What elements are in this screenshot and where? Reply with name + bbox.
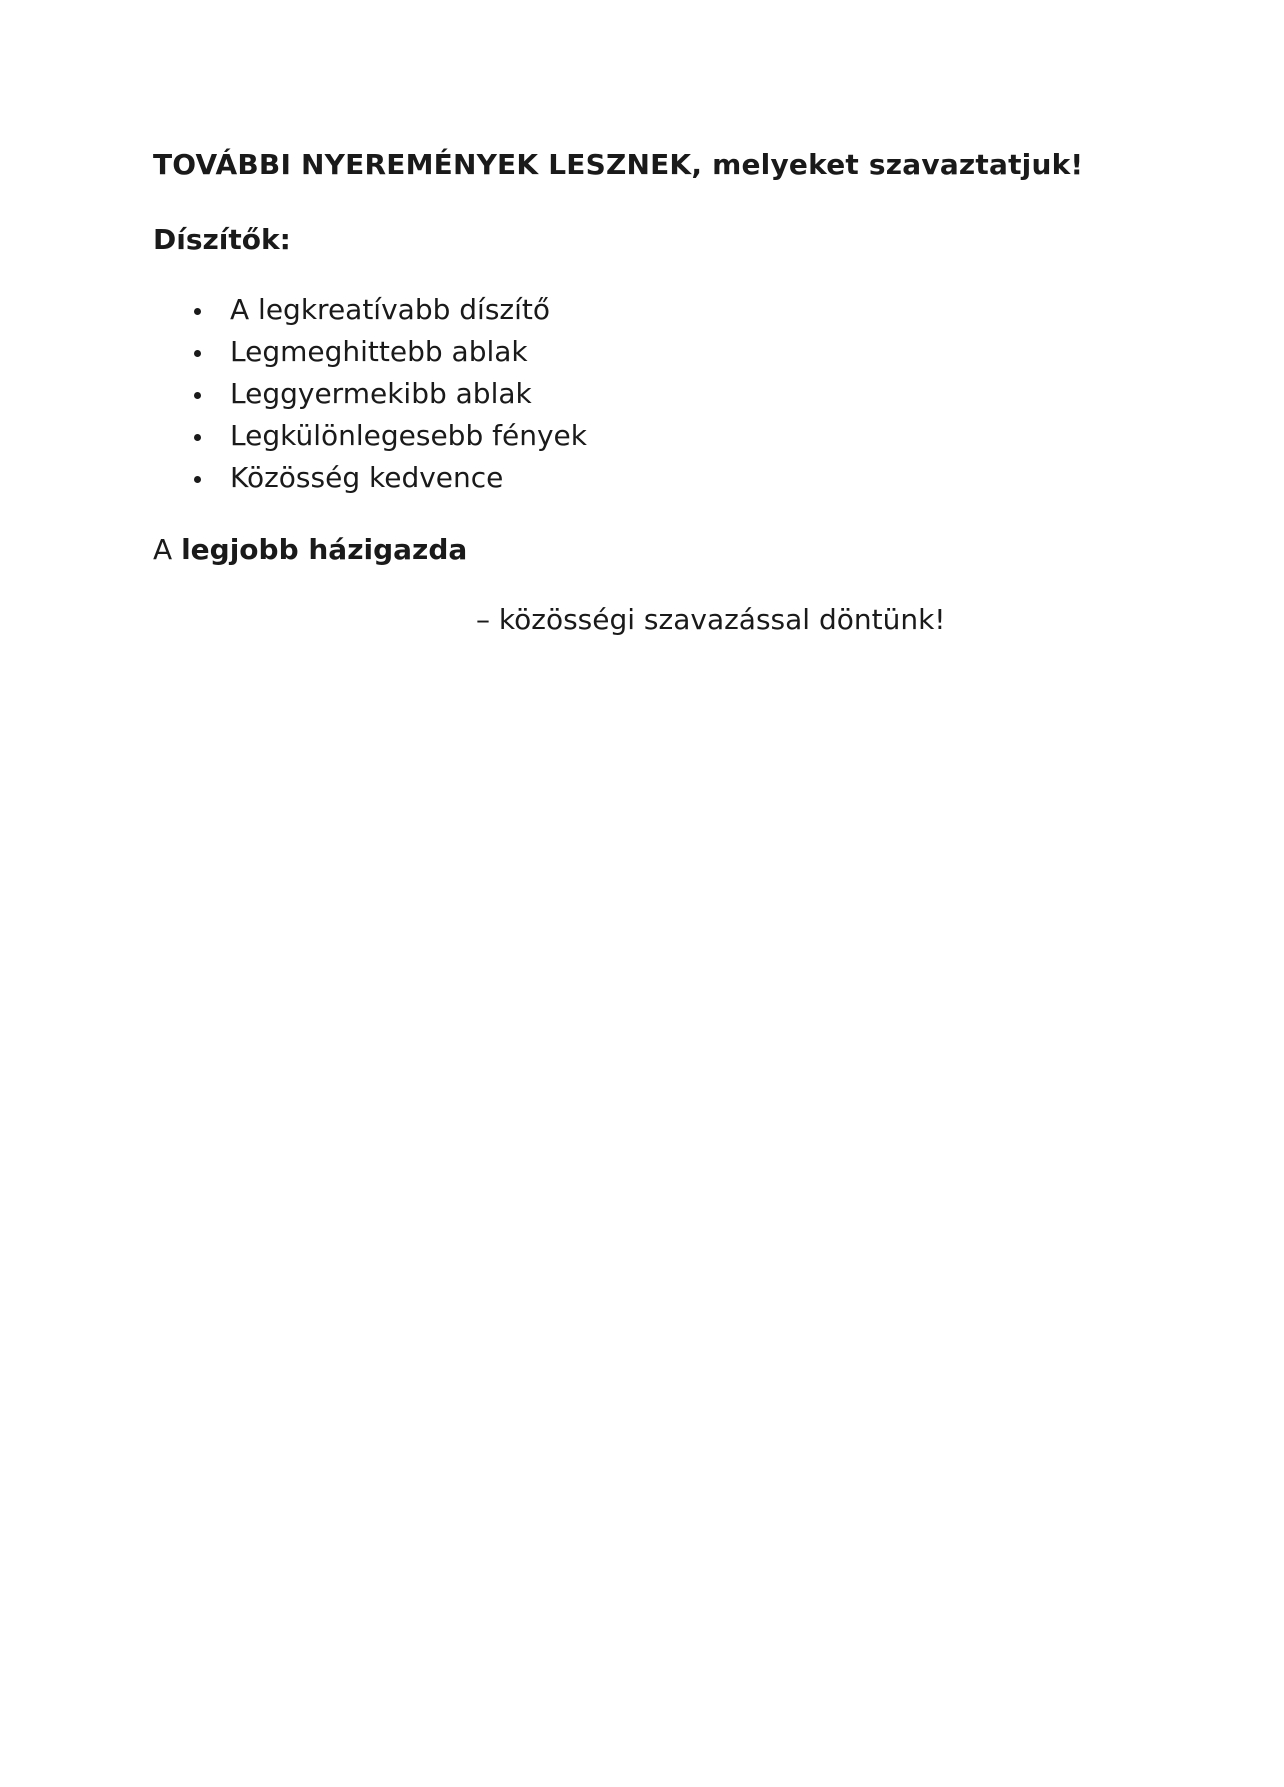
bullet-icon <box>194 434 201 441</box>
award-list <box>190 289 587 499</box>
list-item <box>190 331 587 373</box>
award-label: Legkülönlegesebb fények <box>230 419 587 452</box>
award-label: A legkreatívabb díszítő <box>230 293 550 326</box>
best-host-title: legjobb házigazda <box>181 533 468 566</box>
best-host-prefix: A <box>153 533 182 566</box>
community-vote-note: – közösségi szavazással döntünk! <box>476 603 946 636</box>
decorators-heading: Díszítők: <box>153 223 291 256</box>
best-host-line <box>153 533 467 566</box>
bullet-icon <box>194 350 201 357</box>
bullet-icon <box>194 308 201 315</box>
list-item <box>190 457 587 499</box>
headline: TOVÁBBI NYEREMÉNYEK LESZNEK, melyeket szavaztatjuk! <box>153 148 1084 181</box>
award-label: Közösség kedvence <box>230 461 504 494</box>
award-label: Legmeghittebb ablak <box>230 335 528 368</box>
bullet-icon <box>194 392 201 399</box>
list-item <box>190 289 587 331</box>
list-item <box>190 373 587 415</box>
award-label: Leggyermekibb ablak <box>230 377 532 410</box>
list-item <box>190 415 587 457</box>
bullet-icon <box>194 476 201 483</box>
